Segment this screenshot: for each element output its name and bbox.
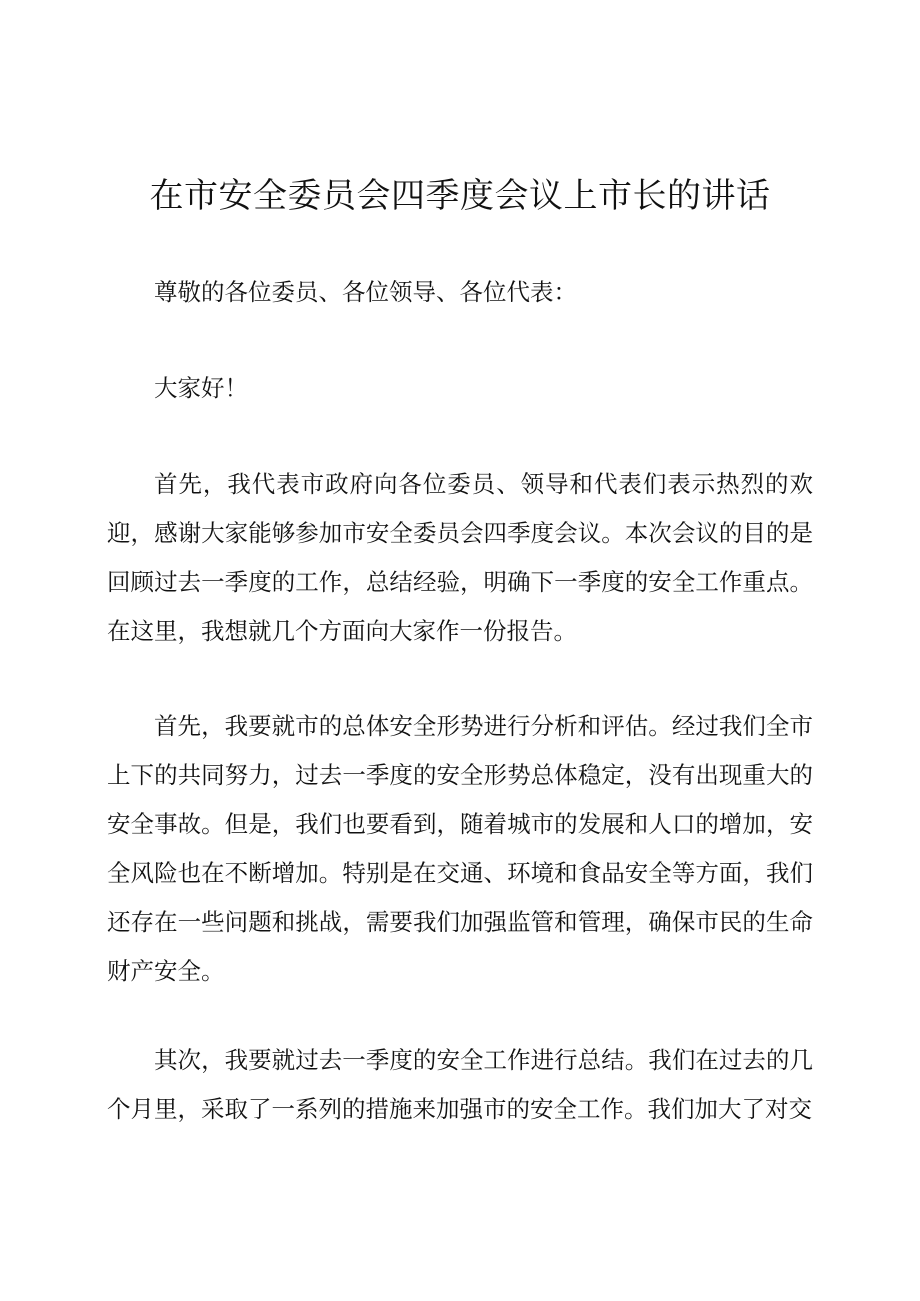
salutation: 尊敬的各位委员、各位领导、各位代表： <box>154 278 577 306</box>
body-paragraph: 首先，我要就市的总体安全形势进行分析和评估。经过我们全市上下的共同努力，过去一季度的安全形势总体稳定，没有出现重大的安全事故。但是，我们也要看到，随着城市的发展和人口的增加，安全风险也在不断增加。特别是在交通、环境和食品安全等方面，我们还存在一些问题和挑战，需要我们加强监管和管理，确保市民的生命财产安全。 <box>107 712 813 985</box>
body-paragraph: 首先，我代表市政府向各位委员、领导和代表们表示热烈的欢迎，感谢大家能够参加市安全委员会四季度会议。本次会议的目的是回顾过去一季度的工作，总结经验，明确下一季度的安全工作重点。在这里，我想就几个方面向大家作一份报告。 <box>107 470 813 645</box>
document-title: 在市安全委员会四季度会议上市长的讲话 <box>149 176 771 216</box>
body-paragraph: 其次，我要就过去一季度的安全工作进行总结。我们在过去的几个月里，采取了一系列的措施来加强市的安全工作。我们加大了对交 <box>107 1046 813 1123</box>
greeting: 大家好！ <box>154 374 248 402</box>
